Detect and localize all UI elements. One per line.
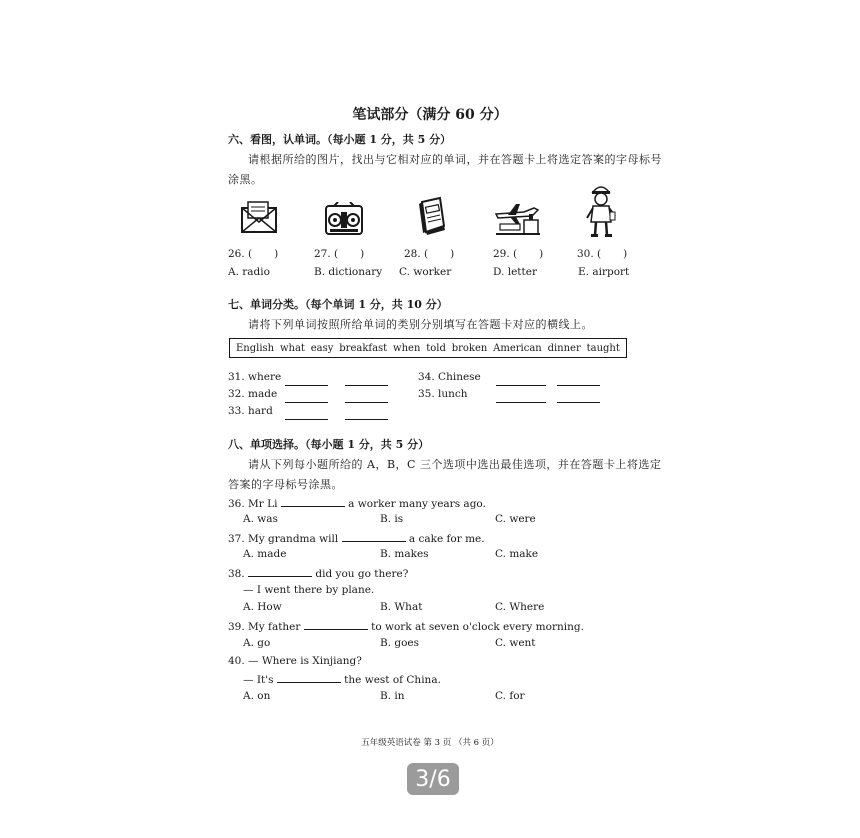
word-bank-item: American: [493, 342, 542, 354]
word-bank-item: when: [393, 342, 421, 354]
q36-option-c: C. were: [495, 513, 536, 525]
q40-option-a: A. on: [243, 690, 271, 702]
question-26[interactable]: 26. ( ): [228, 248, 279, 260]
option-c: C. worker: [399, 266, 452, 278]
option-d: D. letter: [493, 266, 537, 278]
question-29[interactable]: 29. ( ): [493, 248, 544, 260]
airport-icon: [494, 200, 542, 238]
q40-option-c: C. for: [495, 690, 525, 702]
question-40-reply: — It's the west of China.: [243, 674, 441, 686]
q36-option-b: B. is: [380, 513, 404, 525]
section6-heading: 六、看图，认单词。（每小题 1 分，共 5 分）: [228, 133, 452, 146]
q39-option-b: B. goes: [380, 637, 420, 649]
question-40: 40. — Where is Xinjiang?: [228, 655, 362, 667]
word-bank-item: what: [279, 342, 305, 354]
question-37: 37. My grandma will a cake for me.: [228, 533, 485, 545]
section6-instruction-line2: 涂黑。: [228, 173, 263, 186]
q40-option-b: B. in: [380, 690, 405, 702]
option-b: B. dictionary: [314, 266, 383, 278]
answer-blank[interactable]: [248, 566, 312, 577]
word-bank-item: English: [236, 342, 275, 354]
question-27[interactable]: 27. ( ): [314, 248, 365, 260]
answer-blank[interactable]: [342, 531, 406, 542]
classify-item-35: 35. lunch: [418, 388, 468, 400]
q38-option-b: B. What: [380, 601, 423, 613]
question-28[interactable]: 28. ( ): [404, 248, 455, 260]
page-title: 笔试部分（满分 60 分）: [352, 107, 508, 123]
q39-option-c: C. went: [495, 637, 536, 649]
q37-option-a: A. made: [243, 548, 287, 560]
word-bank-item: dinner: [547, 342, 581, 354]
answer-line[interactable]: [345, 405, 388, 424]
word-bank: [229, 338, 627, 358]
classify-item-33: 33. hard: [228, 405, 273, 417]
section8-heading: 八、单项选择。（每小题 1 分，共 5 分）: [228, 438, 430, 451]
answer-blank[interactable]: [277, 672, 341, 683]
section7-heading: 七、单词分类。（每个单词 1 分，共 10 分）: [228, 298, 448, 311]
question-30[interactable]: 30. ( ): [577, 248, 628, 260]
answer-blank[interactable]: [304, 619, 368, 630]
word-bank-item: taught: [586, 342, 620, 354]
word-bank-item: easy: [310, 342, 334, 354]
section7-instruction: 请将下列单词按照所给单词的类别分别填写在答题卡对应的横线上。: [248, 318, 593, 331]
word-bank-item: told: [426, 342, 446, 354]
dictionary-icon: [416, 196, 448, 236]
question-38: 38. did you go there?: [228, 568, 409, 580]
envelope-icon: [240, 200, 278, 238]
q36-option-a: A. was: [243, 513, 278, 525]
page-indicator[interactable]: 3/6: [407, 763, 459, 795]
q37-option-c: C. make: [495, 548, 539, 560]
option-e: E. airport: [578, 266, 630, 278]
answer-line[interactable]: [496, 388, 546, 407]
option-a: A. radio: [228, 266, 270, 278]
q39-option-a: A. go: [243, 637, 271, 649]
answer-line[interactable]: [557, 388, 600, 407]
worker-icon: [586, 182, 616, 238]
q37-option-b: B. makes: [380, 548, 429, 560]
q38-option-a: A. How: [243, 601, 282, 613]
question-36: 36. Mr Li a worker many years ago.: [228, 498, 486, 510]
section6-instruction-line1: 请根据所给的图片，找出与它相对应的单词，并在答题卡上将选定答案的字母标号: [248, 153, 662, 166]
page-footer: 五年级英语试卷 第 3 页 （共 6 页）: [361, 738, 499, 748]
word-bank-item: breakfast: [339, 342, 388, 354]
section8-instruction-line1: 请从下列每小题所给的 A，B，C 三个选项中选出最佳选项，并在答题卡上将选定: [248, 458, 662, 471]
classify-item-31: 31. where: [228, 371, 282, 383]
answer-blank[interactable]: [281, 496, 345, 507]
answer-line[interactable]: [285, 405, 328, 424]
word-bank-item: broken: [451, 342, 488, 354]
classify-item-32: 32. made: [228, 388, 278, 400]
radio-icon: [324, 202, 364, 238]
section8-instruction-line2: 答案的字母标号涂黑。: [228, 478, 343, 491]
question-39: 39. My father to work at seven o'clock every morning.: [228, 621, 584, 633]
q38-option-c: C. Where: [495, 601, 545, 613]
classify-item-34: 34. Chinese: [418, 371, 481, 383]
q38-reply: — I went there by plane.: [243, 584, 375, 596]
